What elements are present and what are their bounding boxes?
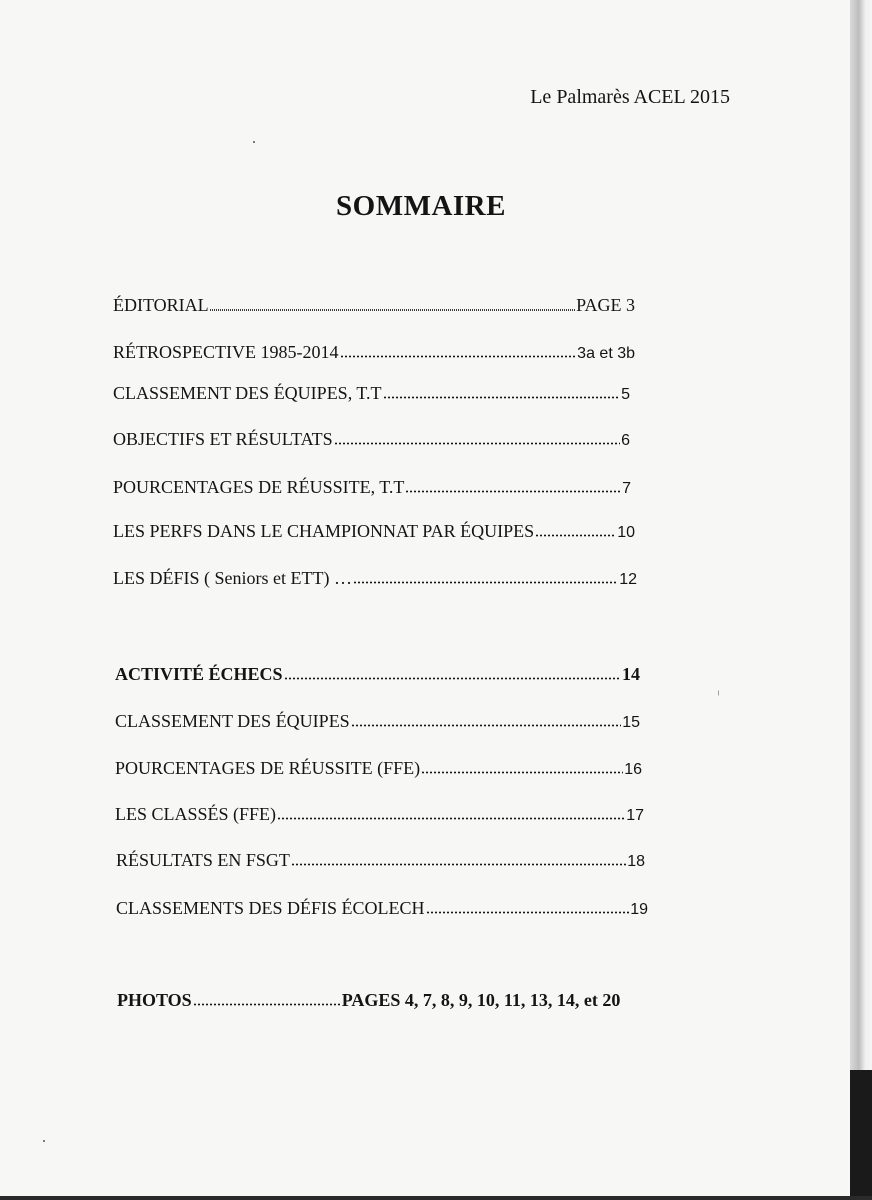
toc-entry-label: CLASSEMENT DES ÉQUIPES, T.T [113,383,382,403]
toc-entry-label: CLASSEMENTS DES DÉFIS ÉCOLECH [116,898,425,918]
toc-entry-label: LES PERFS DANS LE CHAMPIONNAT PAR ÉQUIPES [113,521,535,541]
toc-leader [340,355,577,358]
toc-entry-label: RÉTROSPECTIVE 1985-2014 [113,342,339,362]
paper-speck [43,1140,45,1142]
toc-entry [116,898,648,919]
scan-edge-shadow [850,1070,872,1200]
toc-leader [351,724,622,727]
toc-entry-page: 14 [622,664,640,684]
scan-edge-right [850,0,872,1200]
toc-entry-page: 15 [622,714,640,731]
toc-entry-page: 7 [622,480,631,497]
toc-entry-label: LES DÉFIS ( Seniors et ETT) … [113,568,352,588]
toc-leader [210,309,575,311]
toc-leader [277,817,625,820]
toc-entry-label: POURCENTAGES DE RÉUSSITE, T.T [113,477,405,497]
toc-leader [383,396,621,399]
toc-entry-page: 5 [621,386,630,403]
toc-entry-page: 12 [619,571,637,588]
toc-entry-page: 3a et 3b [577,345,635,362]
toc-leader [353,581,618,584]
toc-entry [115,804,644,825]
toc-entry [113,383,630,404]
toc-entry-label: LES CLASSÉS (FFE) [115,804,277,824]
toc-leader [291,863,626,866]
toc-leader [284,677,621,680]
paper-speck [718,690,719,696]
toc-entry [115,758,642,779]
toc-leader [334,442,620,445]
toc-entry [115,664,640,685]
toc-entry-page: PAGE 3 [576,295,635,315]
toc-entry-page: 10 [617,524,635,541]
toc-entry-label: CLASSEMENT DES ÉQUIPES [115,711,350,731]
page-title: SOMMAIRE [336,190,506,222]
toc-entry [113,429,630,450]
toc-entry [113,568,637,589]
toc-entry-page: 6 [621,432,630,449]
toc-entry-label: POURCENTAGES DE RÉUSSITE (FFE) [115,758,421,778]
toc-leader [426,911,630,914]
toc-entry [116,850,645,871]
toc-leader [535,534,616,537]
toc-entry-photos [117,990,620,1011]
toc-entry-page: 16 [624,761,642,778]
toc-entry [113,521,635,542]
toc-entry-label: ÉDITORIAL [113,295,209,315]
toc-entry-page: 19 [630,901,648,918]
toc-leader [421,771,623,774]
toc-entry-label: RÉSULTATS EN FSGT [116,850,290,870]
paper-speck [253,141,255,143]
toc-entry-label: OBJECTIFS ET RÉSULTATS [113,429,333,449]
scan-edge-bottom [0,1196,872,1200]
toc-entry [113,342,635,363]
toc-entry-page: PAGES 4, 7, 8, 9, 10, 11, 13, 14, et 20 [341,990,621,1010]
toc-entry-label: ACTIVITÉ ÉCHECS [115,664,283,684]
running-header: Le Palmarès ACEL 2015 [530,86,730,108]
toc-entry-page: 17 [626,807,644,824]
toc-entry-page: 18 [627,853,645,870]
toc-entry [115,711,640,732]
toc-leader [405,490,621,493]
toc-entry-label: PHOTOS [117,990,192,1010]
toc-entry [113,295,635,316]
toc-entry [113,477,631,498]
toc-leader [193,1003,341,1006]
